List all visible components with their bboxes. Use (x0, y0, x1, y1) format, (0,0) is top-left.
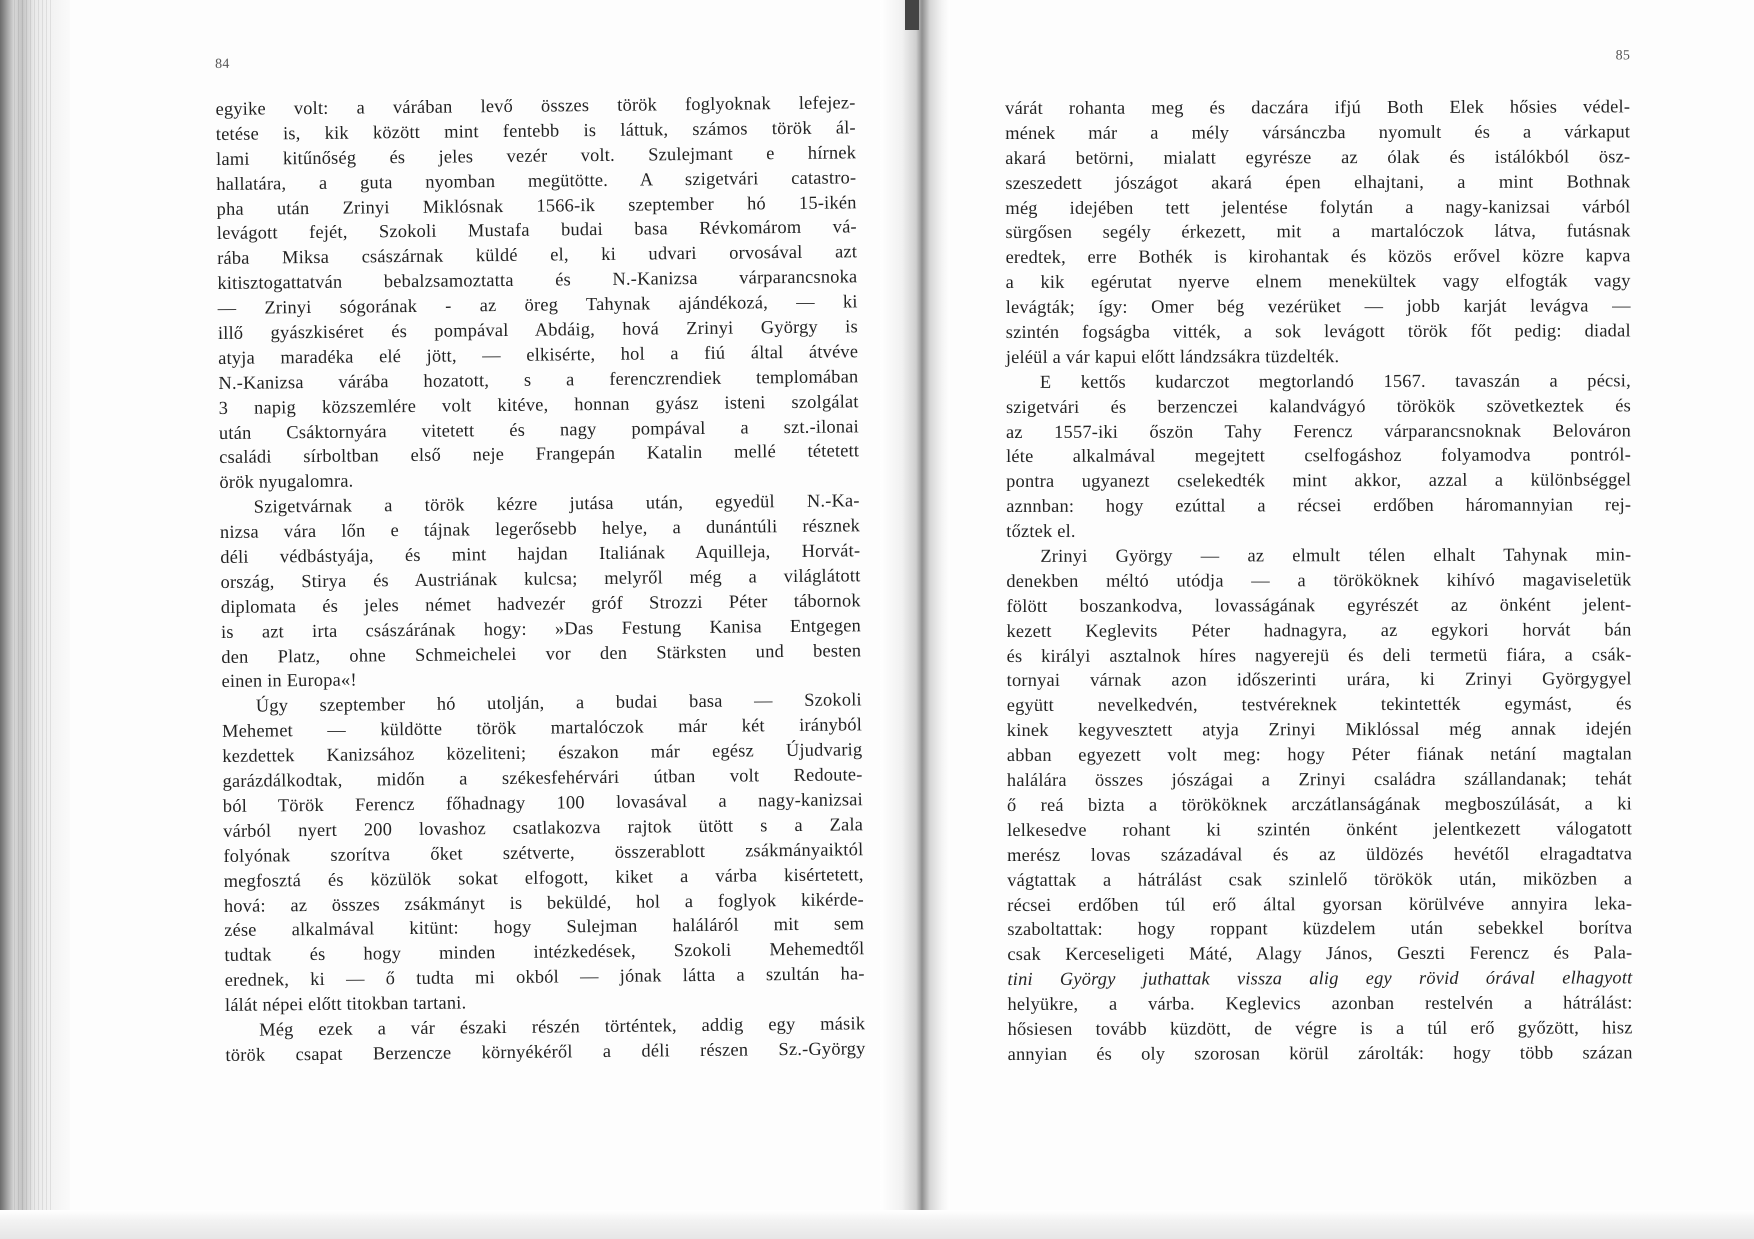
text-line: lálát népei előtt titokban tartani. (224, 992, 467, 1016)
text-line: nizsa vára lőn e tájnak legerősebb helye, a dunántúli résznek (219, 515, 861, 543)
text-line: akará betörni, mialatt egyrésze az ólak és istálókból ösz- (1005, 146, 1631, 168)
text-line: az 1557-iki őszön Tahy Ferencz várparancsnoknak Belováron (1005, 419, 1632, 442)
text-line: Szigetvárnak a török kézre jutása után, egyedül N.-Ka- (253, 490, 860, 517)
text-line: családi sírboltban első neje Frangepán Katalin mellé tétetett (219, 440, 860, 468)
right-page-number: 85 (1615, 48, 1631, 64)
text-line: együtt nevelkedvén, testvéreknek tekintették egymást, és (1006, 693, 1632, 716)
text-line: jeléül a vár kapui előtt lándzsákra tüzdelték. (1005, 346, 1340, 367)
text-line: mének már a mély vársánczba nyomult és a várkaput (1005, 121, 1631, 143)
text-line: E kettős kudarczot megtorlandó 1567. tavaszán a pécsi, (1039, 370, 1631, 392)
text-line: récsei erdőben túl erő által gyorsan körülvéve annyira leka- (1007, 892, 1633, 915)
text-line: török csapat Berzencze környékéről a déli részen Sz.-György (225, 1038, 866, 1065)
text-line: levágták; így: Omer bég vezérüket — jobb karját levágva — (1005, 295, 1631, 318)
text-line: megfosztá és közülök sokat elfogott, kiket a várba kisértetett, (223, 863, 864, 891)
text-line: ból Török Ferencz főhadnagy 100 lovasával a nagy-kanizsai (222, 789, 863, 816)
left-page-text (215, 90, 865, 1067)
text-line: ő reá bizta a törököknek arczátlanságának megboszúlását, a ki (1006, 793, 1633, 815)
text-line: sürgősen segély érkezett, mit a martalóczok látva, futásnak (1005, 220, 1631, 243)
text-line: Még ezek a vár északi részén történtek, addig egy másik (259, 1013, 866, 1040)
text-line: lelkesedve rohant ki szintén önként jelentkezett válogatott (1007, 818, 1633, 840)
bottom-shadow (0, 1210, 1754, 1239)
text-line: és királyi asztalnok híres nagyerejü és deli termetü fiára, a csák- (1006, 643, 1632, 666)
text-line: is azt irta császárának hogy: »Das Festung Kanisa Entgegen (220, 614, 862, 642)
text-line: zése alkalmával kitünt: hogy Sulejman haláláról mit sem (224, 913, 865, 941)
text-line: szeszedett jószágot akará épen elhajtani, a mint Bothnak (1005, 171, 1631, 193)
text-line: szintén fogságba vitték, a sok levágott török főt pedig: diadal (1005, 320, 1631, 343)
text-line-italic: tini György juthattak vissza alig egy rövid órával elhagyott (1007, 967, 1633, 990)
text-line: a kik egérutat nyerve elnem menekültek vagy elfogták vagy (1005, 270, 1631, 293)
text-line: levágott fejét, Szokoli Mustafa budai basa Révkomárom vá- (216, 216, 857, 244)
right-page-text (1005, 94, 1633, 1066)
text-line: denekben méltó utódja — a törököknek kihívó magaviseletük (1006, 569, 1632, 591)
text-line: einen in Europa«! (221, 670, 357, 692)
text-line: vágtattak a hátrálást csak szinlelő törökök után, miközben a (1007, 867, 1633, 890)
text-line: illő gyászkiséret és pompával Abdáig, hová Zrinyi György is (217, 316, 858, 343)
text-line: Úgy szeptember hó utolján, a budai basa — Szokoli (255, 689, 862, 716)
text-line: Mehemet — küldötte török martalóczok már két irányból (221, 714, 863, 742)
text-line: kinek kegyvesztett atyja Zrinyi Miklóssal még annak idején (1006, 718, 1632, 741)
text-line: garázdálkodtak, midőn a székesfehérvári útban volt Redoute- (222, 764, 863, 792)
text-line: kezdettek Kanizsához közeliteni; északon már egész Újudvarig (222, 739, 863, 767)
text-line: örök nyugalomra. (219, 470, 354, 493)
text-line: lami kitűnőség és jeles vezér volt. Szulejmant e hírnek (215, 142, 857, 169)
text-line: eredtek, erre Bothék is kirohantak és közös erővel közre kapva (1005, 245, 1631, 268)
text-line: pha után Zrinyi Miklósnak 1566-ik szeptember hó 15-ikén (216, 191, 857, 219)
text-line: várát rohanta meg és daczára ifjú Both Elek hősies védel- (1005, 96, 1631, 118)
text-line: ország, Stirya és Austriának kulcsa; melyről még a világlátott (220, 565, 861, 592)
left-page (215, 48, 866, 1067)
left-page-number: 84 (215, 56, 230, 72)
text-line: léte alkalmával megejtett cselfogáshoz folyamodva pontról- (1006, 444, 1632, 467)
text-line: várból nyert 200 lovashoz csatlakozva rajtok ütött s a Zala (223, 814, 864, 841)
text-line: erednek, ki — ő tudta mi okból — jónak látta a szultán ha- (224, 963, 865, 991)
text-line: fölött boszankodva, lovasságának egyrészét az önként jelent- (1006, 594, 1632, 616)
text-line: merész lovas századával és az üldözés hevétől elragadtatva (1007, 843, 1633, 865)
book-gutter (880, 0, 950, 1239)
text-line: hősiesen tovább küzdött, de végre is a túl erő győzött, hisz (1007, 1017, 1633, 1039)
text-line: tetése is, kik között mint fentebb is láttuk, számos török ál- (215, 117, 856, 144)
text-line: annyian és oly szorosan körül zárolták: hogy több százan (1007, 1042, 1633, 1064)
text-line: den Platz, ohne Schmeichelei vor den Stärksten und besten (221, 639, 862, 667)
text-line: pontra ugyanezt cselekedték mint akkor, azzal a különbséggel (1006, 469, 1632, 492)
text-line: rába Miksa császárnak küldé el, ki udvari orvosával azt (217, 241, 858, 269)
text-line: kitisztogattatván bebalzsamoztatta és N.-Kanizsa várparancsnoka (217, 266, 858, 294)
text-line: kezett Keglevits Péter hadnagyra, az egykori horvát bán (1006, 619, 1632, 641)
text-line: szigetvári és berzenczei kalandvágyó törökök szövetkeztek és (1005, 395, 1631, 417)
text-line: csak Kerceseligeti Máté, Alagy János, Geszti Ferencz és Pala- (1007, 942, 1633, 965)
text-line: abban egyezett volt meg: hogy Péter fiának netání magtalan (1006, 743, 1632, 766)
text-line: után Csáktornyára vitetett és nagy pompával a szt.-ilonai (218, 415, 860, 443)
text-line: folyónak szorítva őket szétverte, összerablott zsákmányaiktól (223, 838, 864, 866)
page-stack-lines (14, 0, 54, 1239)
text-line: N.-Kanizsa várába hozatott, s a ferenczrendiek templomában (218, 366, 859, 393)
text-line: hová: az összes zsákmányt is beküldé, hol a foglyok kikérde- (223, 888, 864, 916)
text-line: egyike volt: a várában levő összes török foglyoknak lefejez- (215, 92, 856, 119)
text-line: szaboltattak: hogy roppant küzdelem után sebekkel borítva (1007, 917, 1633, 940)
text-line: hallatára, a guta nyomban megütötte. A szigetvári catastro- (216, 166, 857, 194)
text-line: Zrinyi György — az elmult télen elhalt Tahynak min- (1040, 544, 1632, 566)
text-line: diplomata és jeles német hadvezér gróf Strozzi Péter tábornok (220, 590, 861, 617)
text-line: déli védbástyája, és mint hajdan Italiának Aquilleja, Horvát- (220, 540, 861, 568)
text-line: helyükre, a várba. Keglevics azonban restelvén a hátrálást: (1007, 992, 1633, 1015)
gutter-shadow (905, 0, 919, 30)
text-line: 3 napig közszemlére volt kitéve, honnan gyász isteni szolgálat (218, 390, 859, 418)
text-line: aznnban: hogy ezúttal a récsei erdőben háromannyian rej- (1006, 494, 1632, 517)
text-line: még idejében tett jelentése folytán a nagy-kanizsai várból (1005, 195, 1631, 218)
text-line: — Zrinyi sógorának - az öreg Tahynak ajándékozá, — ki (217, 291, 858, 319)
text-line: tőztek el. (1006, 520, 1076, 542)
right-page (1005, 46, 1633, 1066)
text-line: tornyai várnak azon időszerinti urára, ki Zrinyi Györgygyel (1006, 668, 1632, 691)
text-line: atyja maradéka elé jött, — elkisérte, hol a fiú által átvéve (218, 341, 859, 368)
text-line: halálára összes jószágai a Zrinyi családra szállandanak; tehát (1006, 768, 1632, 791)
text-line: tudtak és hogy minden intézkedések, Szokoli Mehemedtől (224, 938, 865, 966)
